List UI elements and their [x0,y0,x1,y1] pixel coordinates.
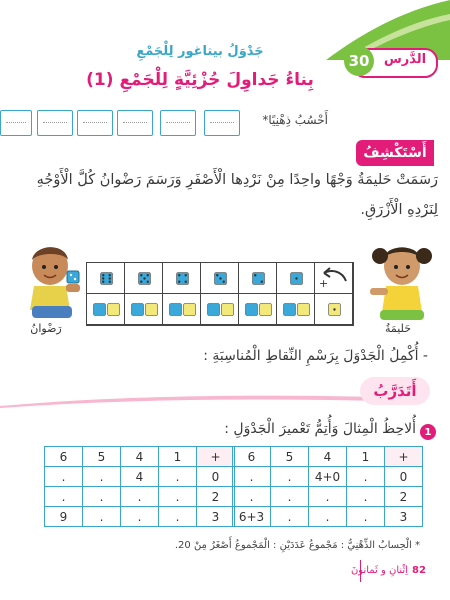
table-cell: 6+3 [233,507,271,527]
table-plus-sign: + [319,277,329,290]
table-header-cell: 6 [233,447,271,467]
girl-name: حَليمَةُ [384,322,412,335]
blue-cube-icon [169,303,182,316]
mental-math-box[interactable] [160,110,196,136]
table-row-header-cell: 0 [385,467,423,487]
yellow-cube-icon [107,303,120,316]
table-row-header-cell: 0 [197,467,235,487]
exercise-number: 1 [420,424,436,440]
table-cell[interactable]: . [45,467,83,487]
table-cell[interactable]: . [271,467,309,487]
mental-math-box[interactable] [0,110,32,136]
blue-die-face-icon [214,272,227,285]
table-cell[interactable]: . [83,487,121,507]
table-header-cell: 5 [271,447,309,467]
table-cell[interactable]: . [121,487,159,507]
yellow-cube-icon [145,303,158,316]
dice-table [86,262,354,326]
table-cell[interactable]: . [309,507,347,527]
table-header-cell: 1 [159,447,197,467]
mental-math-box[interactable] [37,110,73,136]
blue-cube-icon [93,303,106,316]
mental-math-box[interactable] [77,110,113,136]
table-cell[interactable]: . [347,507,385,527]
table-cell[interactable]: . [271,507,309,527]
table-cell[interactable]: . [83,467,121,487]
table-cell: 9 [45,507,83,527]
discover-tag: أَسْتَكْشِفُ [356,140,434,166]
table-cell[interactable]: . [45,487,83,507]
curved-arrow-icon [320,265,350,283]
yellow-cube-icon [297,303,310,316]
practice-band [0,392,420,408]
table-row-header-cell: 3 [385,507,423,527]
footnote: * الْحِسابُ الذِّهْنِيُّ : مَجْموعُ عَدَدَيْنِ : الْمَجْموعُ أَصْغَرُ مِنْ 20. [174,540,420,551]
page-number-words: اِثْنانِ و ثَمانونَ [350,565,408,576]
girl-illustration [366,240,436,326]
table-header-cell: 6 [45,447,83,467]
yellow-cube-icon [221,303,234,316]
lesson-number-badge: 30 [344,46,374,76]
blue-cube-icon [245,303,258,316]
addition-table-left [44,446,235,527]
blue-die-icon [66,270,80,284]
mental-math-box[interactable] [204,110,240,136]
page-number: 82 [412,565,426,576]
table-cell[interactable]: . [159,507,197,527]
yellow-cube-icon [259,303,272,316]
table-cell[interactable]: . [83,507,121,527]
table-header-cell: 4 [121,447,159,467]
table-row-header-cell: 2 [197,487,235,507]
table-cell[interactable]: . [347,467,385,487]
table-corner-plus: + [385,447,423,467]
blue-die-face-icon [290,272,303,285]
blue-die-face-icon [252,272,265,285]
yellow-die-face-icon [328,303,341,316]
table-header-cell: 1 [347,447,385,467]
table-row-header-cell: 3 [197,507,235,527]
lesson-title: بِناءُ جَداوِلَ جُزْئِيَّةٍ لِلْجَمْعِ (1) [86,70,314,90]
table-cell: 4+0 [309,467,347,487]
table-cell[interactable]: . [347,487,385,507]
blue-cube-icon [207,303,220,316]
table-cell[interactable]: . [271,487,309,507]
practice-tag: أَتَدَرَّبُ [360,377,430,405]
table-header-cell: 4 [309,447,347,467]
addition-table-right [232,446,423,527]
table-header-cell: 5 [83,447,121,467]
discover-text: رَسَمَتْ حَليمَةُ وَجْهًا واحِدًا مِنْ نَرْدِها الْأَصْفَرِ وَرَسَمَ رَضْوانُ كُلَّ الْأَوْجُهِ لِنَرْدِهِ الْأَزْرَقِ. [36,172,438,218]
mental-math-box[interactable] [117,110,153,136]
table-cell[interactable]: . [159,467,197,487]
lesson-label: الدَّرس [383,52,427,67]
blue-cube-icon [283,303,296,316]
blue-cube-icon [131,303,144,316]
blue-die-face-icon [138,272,151,285]
table-cell[interactable]: . [159,487,197,507]
instruction-text: - أُكْمِلُ الْجَدْوَلَ بِرَسْمِ النِّقاطِ الْمُناسِبَةِ : [203,348,428,364]
exercise-text: أُلاحِظُ الْمِثالَ وَأُتِمُّ تَعْميرَ الْجَدْوَلِ : [224,421,416,437]
lesson-subtitle: جَدْوَلُ بيتاغور لِلْجَمْعِ [136,44,264,59]
mental-math-label: أَحْسُبُ ذِهْنِيًا* [262,113,328,127]
table-corner-plus: + [197,447,235,467]
boy-name: رَضْوانُ [30,322,62,335]
table-cell[interactable]: . [121,507,159,527]
blue-die-face-icon [100,272,113,285]
table-row-header-cell: 2 [385,487,423,507]
yellow-cube-icon [183,303,196,316]
table-cell[interactable]: . [233,467,271,487]
table-cell[interactable]: . [233,487,271,507]
table-cell[interactable]: . [309,487,347,507]
blue-die-face-icon [176,272,189,285]
table-cell: 4 [121,467,159,487]
